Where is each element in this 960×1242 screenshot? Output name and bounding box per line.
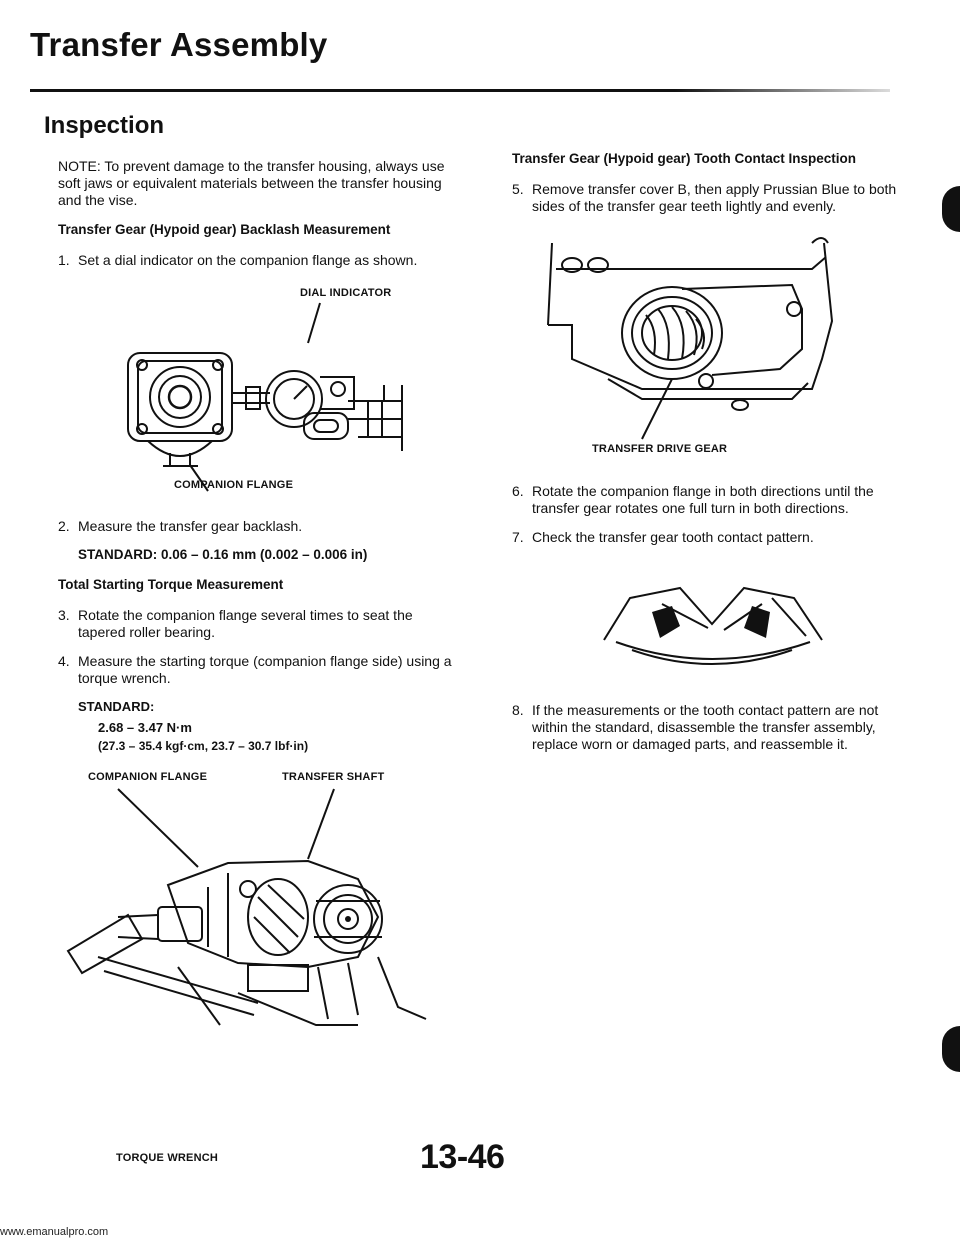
- step-text: Remove transfer cover B, then apply Prussian Blue to both sides of the transfer gear teeth lightly and evenly.: [532, 181, 897, 214]
- step-number: 1.: [58, 252, 70, 268]
- step-number: 5.: [512, 181, 524, 197]
- step-2: [58, 518, 458, 535]
- step-number: 7.: [512, 529, 524, 545]
- title-rule: [30, 89, 890, 92]
- step-text: Measure the starting torque (companion flange side) using a torque wrench.: [78, 653, 452, 686]
- left-column: [44, 112, 458, 1164]
- binding-edge-mark: [942, 1026, 960, 1072]
- contact-heading: Transfer Gear (Hypoid gear) Tooth Contact Inspection: [512, 151, 857, 166]
- step-5: [512, 181, 912, 215]
- step-number: 6.: [512, 483, 524, 499]
- step-3: [58, 607, 458, 641]
- step-text: Rotate the companion flange in both directions until the transfer gear rotates one full turn in both directions.: [532, 483, 874, 516]
- figure-dial-indicator: [58, 281, 458, 496]
- spec-backlash: STANDARD: 0.06 – 0.16 mm (0.002 – 0.006 in): [78, 547, 368, 562]
- step-6: [512, 483, 912, 517]
- step-number: 4.: [58, 653, 70, 669]
- section-title: Inspection: [44, 112, 165, 139]
- step-number: 2.: [58, 518, 70, 534]
- dial-indicator-illustration: [58, 281, 458, 496]
- figure-transfer-drive-gear: [512, 229, 912, 459]
- source-url[interactable]: www.emanualpro.com: [0, 1226, 109, 1238]
- step-number: 8.: [512, 702, 524, 718]
- transfer-drive-gear-illustration: [512, 229, 912, 444]
- spec-torque: [78, 699, 458, 753]
- page-title: Transfer Assembly: [30, 26, 328, 63]
- callout-torque-wrench: TORQUE WRENCH: [116, 1152, 219, 1164]
- step-text: Check the transfer gear tooth contact pattern.: [532, 529, 814, 545]
- step-1: [58, 252, 458, 269]
- callout-transfer-drive-gear: TRANSFER DRIVE GEAR: [592, 443, 728, 455]
- note-text: NOTE: To prevent damage to the transfer housing, always use soft jaws or equivalent materials between the transfer housing and the vise.: [58, 158, 445, 208]
- step-number: 3.: [58, 607, 70, 623]
- step-text: Set a dial indicator on the companion flange as shown.: [78, 252, 418, 268]
- binding-edge-mark: [942, 186, 960, 232]
- step-text: If the measurements or the tooth contact pattern are not within the standard, disassemble the transfer assembly, replace worn or damaged parts, and reassemble it.: [532, 702, 879, 752]
- torque-heading: Total Starting Torque Measurement: [58, 577, 284, 592]
- backlash-heading: Transfer Gear (Hypoid gear) Backlash Measurement: [58, 222, 391, 237]
- page-number: 13-46: [420, 1138, 505, 1176]
- figure-tooth-contact: [512, 558, 912, 688]
- tooth-contact-illustration: [512, 558, 912, 688]
- step-4: [58, 653, 458, 687]
- callout-transfer-shaft: TRANSFER SHAFT: [282, 771, 385, 783]
- step-text: Measure the transfer gear backlash.: [78, 518, 303, 534]
- step-7: [512, 529, 912, 546]
- torque-wrench-illustration: [58, 767, 458, 1027]
- right-column: [512, 150, 912, 765]
- callout-dial-indicator: DIAL INDICATOR: [300, 287, 392, 299]
- callout-companion-flange: COMPANION FLANGE: [174, 479, 294, 491]
- callout-companion-flange-2: COMPANION FLANGE: [88, 771, 208, 783]
- spec-torque-alt: (27.3 – 35.4 kgf·cm, 23.7 – 30.7 lbf·in): [98, 739, 309, 753]
- spec-torque-label: STANDARD:: [78, 699, 155, 714]
- step-text: Rotate the companion flange several times to seat the tapered roller bearing.: [78, 607, 413, 640]
- spec-torque-nm: 2.68 – 3.47 N·m: [98, 720, 192, 735]
- figure-torque-wrench: [58, 767, 458, 1027]
- step-8: [512, 702, 912, 753]
